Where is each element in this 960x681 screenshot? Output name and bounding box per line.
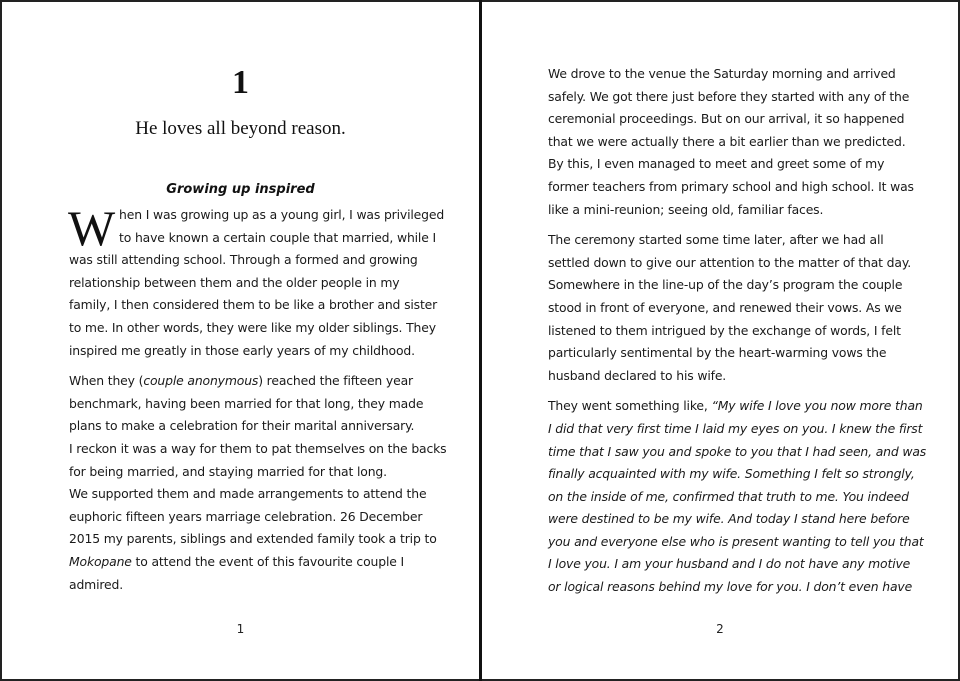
text-line: euphoric fifteen years marriage celebration. 26 December bbox=[69, 508, 423, 524]
text-line: husband declared to his wife. bbox=[548, 367, 727, 383]
text-line: The ceremony started some time later, after we had all bbox=[548, 232, 884, 248]
italic-text: couple anonymous bbox=[143, 373, 259, 389]
text-line: family, I then considered them to be like a brother and sister bbox=[69, 297, 438, 313]
text-line: plans to make a celebration for their marital anniversary. bbox=[69, 418, 415, 434]
text-line: We supported them and made arrangements to attend the bbox=[69, 486, 427, 502]
paragraph bbox=[548, 395, 927, 598]
page-number: 2 bbox=[716, 622, 724, 636]
text-line: like a mini-reunion; seeing old, familiar faces. bbox=[548, 201, 824, 217]
text-line: hen I was growing up as a young girl, I was privileged bbox=[119, 207, 445, 222]
text-line: former teachers from primary school and high school. It was bbox=[548, 178, 914, 194]
paragraph bbox=[69, 370, 447, 596]
paragraph bbox=[548, 63, 913, 221]
text-line: I reckon it was a way for them to pat themselves on the backs bbox=[69, 440, 447, 456]
section-heading: Growing up inspired bbox=[166, 182, 315, 197]
text-line: safely. We got there just before they started with any of the bbox=[548, 88, 910, 104]
text-line: benchmark, having been married for that long, they made bbox=[69, 395, 424, 411]
text-line: relationship between them and the older people in my bbox=[69, 274, 400, 290]
text-span: to attend the event of this favourite couple I bbox=[131, 553, 405, 569]
text-line: I did that very first time I laid my eyes on you. I knew the first bbox=[548, 420, 923, 436]
text-line: Somewhere in the line-up of the day’s program the couple bbox=[548, 277, 903, 293]
text-line: We drove to the venue the Saturday morning and arrived bbox=[548, 66, 896, 81]
text-line: on the inside of me, confirmed that truth to me. You indeed bbox=[548, 488, 909, 504]
text-line: that we were actually there a bit earlier than we predicted. bbox=[548, 133, 906, 149]
text-line: finally acquainted with my wife. Something I felt so strongly, bbox=[548, 466, 915, 482]
text-span: ) reached the fifteen year bbox=[258, 373, 413, 389]
italic-text: Mokopane bbox=[69, 553, 132, 569]
right-page bbox=[482, 0, 958, 681]
text-line: you and everyone else who is present wanting to tell you that bbox=[548, 533, 924, 549]
italic-text: “My wife I love you now more than bbox=[711, 398, 923, 414]
text-line: to me. In other words, they were like my older siblings. They bbox=[69, 319, 436, 335]
text-line: 2015 my parents, siblings and extended family took a trip to bbox=[69, 531, 437, 547]
text-line: I love you. I am your husband and I do not have any motive bbox=[548, 556, 911, 572]
text-line: to have known a certain couple that married, while I bbox=[119, 229, 436, 245]
paragraph bbox=[548, 229, 913, 387]
text-span: When they ( bbox=[69, 373, 144, 389]
text-span: They went something like, bbox=[548, 398, 712, 414]
text-line bbox=[69, 551, 429, 574]
text-line: time that I saw you and spoke to you that I had seen, and was bbox=[548, 443, 927, 459]
text-line: admired. bbox=[69, 576, 124, 592]
text-line bbox=[69, 370, 429, 393]
text-line: By this, I even managed to meet and greet some of my bbox=[548, 156, 885, 172]
drop-cap: W bbox=[68, 200, 116, 256]
text-line: listened to them intrigued by the exchange of words, I felt bbox=[548, 322, 901, 338]
right-body-text bbox=[548, 63, 927, 607]
chapter-title: He loves all beyond reason. bbox=[135, 118, 346, 139]
text-line: settled down to give our attention to the matter of that day. bbox=[548, 254, 912, 270]
text-line: inspired me greatly in those early years of my childhood. bbox=[69, 342, 415, 358]
text-line: particularly sentimental by the heart-warming vows the bbox=[548, 345, 887, 361]
left-page bbox=[2, 0, 479, 681]
page-number: 1 bbox=[236, 622, 245, 636]
paragraph bbox=[68, 200, 445, 362]
text-line: were destined to be my wife. And today I stand here before bbox=[548, 511, 910, 527]
text-line: for being married, and staying married for that long. bbox=[69, 463, 387, 479]
text-line: was still attending school. Through a formed and growing bbox=[69, 252, 418, 268]
text-line: or logical reasons behind my love for you. I don’t even have bbox=[548, 579, 913, 595]
text-line: stood in front of everyone, and renewed their vows. As we bbox=[548, 299, 902, 315]
text-line bbox=[548, 395, 923, 418]
text-line: ceremonial proceedings. But on our arrival, it so happened bbox=[548, 111, 905, 127]
left-body-text bbox=[68, 200, 447, 604]
chapter-number: 1 bbox=[232, 64, 249, 101]
